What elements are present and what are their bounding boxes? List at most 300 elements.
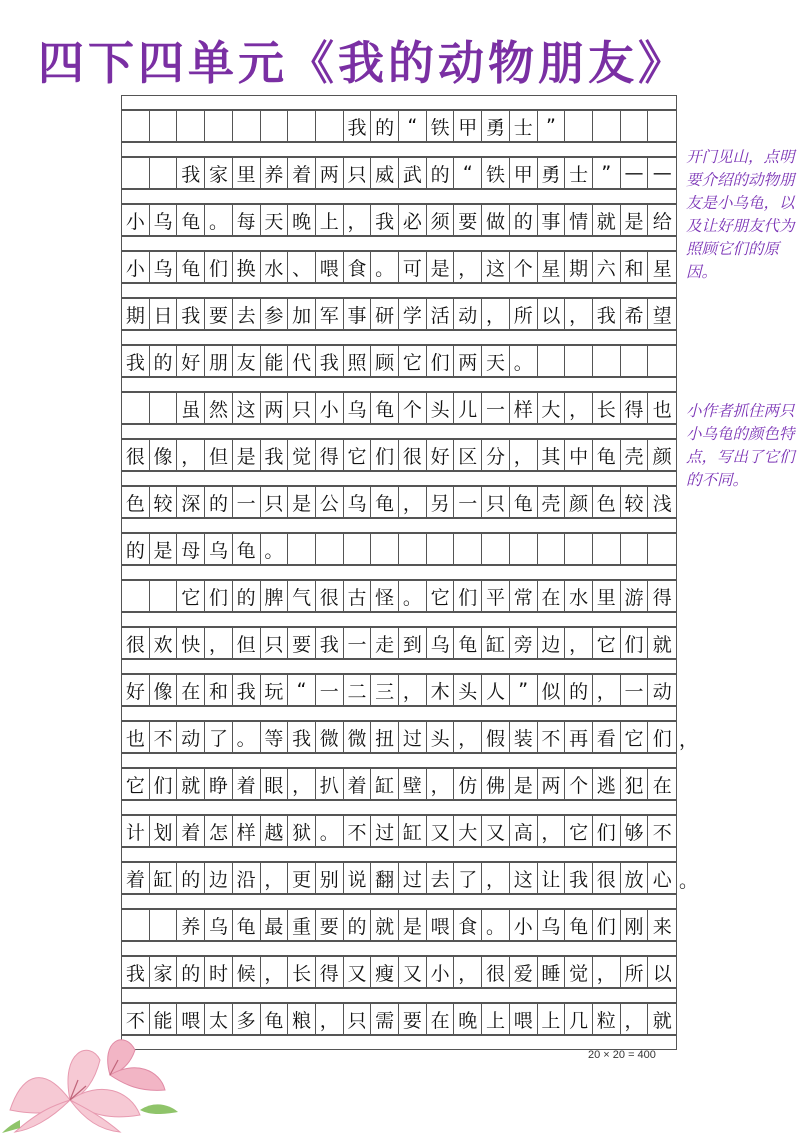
grid-row (121, 1003, 677, 1035)
grid-cell: ， (454, 722, 482, 752)
grid-cell (538, 346, 566, 376)
grid-cell: 它 (427, 581, 455, 611)
grid-row (121, 627, 677, 659)
grid-cell: 平 (482, 581, 510, 611)
grid-cell: 长 (288, 957, 316, 987)
grid-cell: ， (261, 957, 289, 987)
grid-cell: 它 (122, 769, 150, 799)
grid-cell: 我 (261, 440, 289, 470)
grid-cell: 龟 (510, 487, 538, 517)
grid-cell: 们 (652, 727, 672, 750)
grid-cell (593, 346, 621, 376)
grid-cell: 心 (652, 868, 672, 891)
grid-cell: 就 (652, 633, 672, 656)
grid-cell: 它 (565, 816, 593, 846)
grid-cell: 浅 (652, 492, 672, 515)
grid-cell: 动 (454, 299, 482, 329)
grid-cell: 越 (261, 816, 289, 846)
grid-cell (593, 534, 621, 564)
grid-cell: ” (510, 675, 538, 705)
grid-cell: 头 (454, 675, 482, 705)
grid-cell: 是 (288, 487, 316, 517)
grid-cell: 放 (621, 863, 649, 893)
grid-cell: 别 (316, 863, 344, 893)
grid-cell: 的 (122, 534, 150, 564)
grid-cell: 瘦 (371, 957, 399, 987)
grid-cell: 养 (261, 158, 289, 188)
grid-cell: 颜 (652, 445, 672, 468)
grid-row (121, 486, 677, 518)
grid-cell: 只 (288, 393, 316, 423)
grid-cell: 只 (261, 628, 289, 658)
grid-cell: 不 (150, 722, 178, 752)
grid-cell: 须 (427, 205, 455, 235)
grid-cell: 两 (454, 346, 482, 376)
grid-cell: 两 (261, 393, 289, 423)
grid-row (121, 157, 677, 189)
grid-cell: 。 (482, 910, 510, 940)
grid-row (121, 768, 677, 800)
grid-cell: ， (510, 440, 538, 470)
grid-cell: 一 (621, 675, 649, 705)
grid-cell: 一 (482, 393, 510, 423)
grid-count: 20 × 20 = 400 (588, 1049, 656, 1061)
grid-cell: 要 (399, 1004, 427, 1034)
grid-cell: ， (565, 393, 593, 423)
grid-cell: 好 (177, 346, 205, 376)
grid-spacer-band (121, 894, 677, 909)
grid-cell: 食 (344, 252, 372, 282)
grid-cell (621, 346, 649, 376)
grid-cell: 乌 (150, 205, 178, 235)
grid-cell: 中 (565, 440, 593, 470)
grid-cell: 很 (122, 628, 150, 658)
grid-cell (344, 534, 372, 564)
grid-cell: 上 (538, 1004, 566, 1034)
grid-row (121, 392, 677, 424)
grid-cell: 的 (371, 111, 399, 141)
grid-cell: 我 (316, 628, 344, 658)
grid-cell (233, 111, 261, 141)
grid-cell: 粮 (288, 1004, 316, 1034)
grid-cell: 我 (177, 299, 205, 329)
grid-cell: 较 (621, 487, 649, 517)
grid-cell: 似 (538, 675, 566, 705)
grid-cell: 铁 (427, 111, 455, 141)
grid-cell: ” (538, 111, 566, 141)
grid-cell: 们 (621, 628, 649, 658)
grid-cell: 怪 (371, 581, 399, 611)
grid-cell: 得 (652, 586, 672, 609)
grid-cell: ” (593, 158, 621, 188)
grid-spacer-band (121, 424, 677, 439)
grid-cell: 我 (122, 957, 150, 987)
overflow-punctuation: ， (679, 729, 699, 751)
grid-spacer-band (121, 706, 677, 721)
grid-cell: 不 (538, 722, 566, 752)
grid-cell: 勇 (482, 111, 510, 141)
grid-cell: 它 (344, 440, 372, 470)
grid-cell: 我 (288, 722, 316, 752)
grid-cell: 给 (652, 210, 672, 233)
grid-cell: 一 (233, 487, 261, 517)
grid-cell: 星 (652, 257, 672, 280)
grid-cell: 它 (177, 581, 205, 611)
grid-spacer-band (121, 612, 677, 627)
grid-spacer-band (121, 753, 677, 768)
grid-cell: 我 (177, 158, 205, 188)
grid-cell: 深 (177, 487, 205, 517)
page-title: 四下四单元《我的动物朋友》 (38, 36, 688, 90)
grid-spacer-band (121, 377, 677, 392)
grid-cell: 游 (621, 581, 649, 611)
grid-cell: 好 (122, 675, 150, 705)
grid-cell: 然 (205, 393, 233, 423)
grid-cell: 区 (454, 440, 482, 470)
grid-cell: ， (205, 628, 233, 658)
grid-cell: 龟 (454, 628, 482, 658)
grid-cell: 边 (205, 863, 233, 893)
grid-cell: 多 (233, 1004, 261, 1034)
grid-cell: 每 (233, 205, 261, 235)
grid-row (121, 721, 677, 753)
grid-cell: ， (261, 863, 289, 893)
grid-cell: ， (593, 957, 621, 987)
grid-cell: 六 (593, 252, 621, 282)
grid-cell: 武 (399, 158, 427, 188)
grid-cell: 的 (177, 863, 205, 893)
grid-cell (454, 534, 482, 564)
grid-cell: 我 (565, 863, 593, 893)
grid-cell (122, 158, 150, 188)
grid-cell: 又 (427, 816, 455, 846)
grid-cell: 仿 (454, 769, 482, 799)
grid-cell: ， (344, 205, 372, 235)
grid-cell: 食 (454, 910, 482, 940)
grid-spacer-band (121, 847, 677, 862)
grid-cell: 较 (150, 487, 178, 517)
grid-cell: 参 (261, 299, 289, 329)
grid-cell: “ (454, 158, 482, 188)
grid-cell: 乌 (427, 628, 455, 658)
grid-cell: — (621, 158, 649, 188)
grid-cell: 刚 (621, 910, 649, 940)
grid-cell: 只 (482, 487, 510, 517)
grid-cell: 小 (122, 205, 150, 235)
grid-cell: 它 (593, 628, 621, 658)
grid-cell: 着 (233, 769, 261, 799)
grid-cell: ， (565, 628, 593, 658)
grid-cell: 很 (316, 581, 344, 611)
grid-cell: 的 (344, 910, 372, 940)
grid-spacer-band (121, 330, 677, 345)
grid-cell: ， (399, 487, 427, 517)
grid-cell: 样 (233, 816, 261, 846)
grid-row (121, 674, 677, 706)
grid-cell: 龟 (177, 252, 205, 282)
grid-cell: 研 (371, 299, 399, 329)
grid-cell: 假 (482, 722, 510, 752)
grid-cell: 就 (652, 1009, 672, 1032)
grid-cell: 古 (344, 581, 372, 611)
grid-cell: 动 (177, 722, 205, 752)
grid-cell: ， (454, 957, 482, 987)
grid-cell: 所 (621, 957, 649, 987)
grid-cell: 们 (454, 581, 482, 611)
grid-cell: 里 (593, 581, 621, 611)
grid-cell: 以 (538, 299, 566, 329)
grid-cell: 着 (344, 769, 372, 799)
grid-cell: 微 (344, 722, 372, 752)
grid-cell: 够 (621, 816, 649, 846)
grid-cell: 龟 (177, 205, 205, 235)
grid-cell: 事 (538, 205, 566, 235)
grid-cell: 必 (399, 205, 427, 235)
grid-cell (288, 111, 316, 141)
grid-cell: — (652, 162, 672, 184)
grid-cell: 分 (482, 440, 510, 470)
lily-flower-decoration (0, 1020, 180, 1133)
grid-cell: 了 (205, 722, 233, 752)
grid-cell: 能 (261, 346, 289, 376)
grid-cell: 龟 (233, 910, 261, 940)
grid-cell (648, 111, 676, 141)
grid-cell: 小 (427, 957, 455, 987)
grid-cell: 照 (344, 346, 372, 376)
grid-cell (122, 111, 150, 141)
grid-cell: 可 (399, 252, 427, 282)
grid-cell: 很 (593, 863, 621, 893)
grid-cell: 说 (344, 863, 372, 893)
grid-cell (261, 111, 289, 141)
grid-cell: 另 (427, 487, 455, 517)
grid-cell: 睁 (205, 769, 233, 799)
grid-cell (621, 534, 649, 564)
grid-cell: 只 (344, 1004, 372, 1034)
grid-cell: 朋 (205, 346, 233, 376)
grid-cell: 只 (344, 158, 372, 188)
grid-spacer-band (121, 142, 677, 157)
grid-cell: 甲 (510, 158, 538, 188)
grid-cell: 只 (261, 487, 289, 517)
grid-cell: 它 (621, 722, 649, 752)
grid-cell: 以 (652, 962, 672, 985)
grid-cell: 两 (316, 158, 344, 188)
grid-cell: 喂 (316, 252, 344, 282)
grid-cell (565, 346, 593, 376)
grid-cell (122, 581, 150, 611)
grid-cell: ， (427, 769, 455, 799)
grid-spacer-band (121, 518, 677, 533)
grid-cell: 缸 (371, 769, 399, 799)
grid-cell: 做 (482, 205, 510, 235)
grid-cell: 过 (399, 722, 427, 752)
grid-cell: 事 (344, 299, 372, 329)
grid-cell: 玩 (261, 675, 289, 705)
grid-cell: 看 (593, 722, 621, 752)
grid-cell (316, 111, 344, 141)
grid-cell: 就 (593, 205, 621, 235)
grid-cell: 快 (177, 628, 205, 658)
grid-cell: 爱 (510, 957, 538, 987)
grid-cell (122, 910, 150, 940)
grid-cell: 过 (399, 863, 427, 893)
grid-cell: 在 (652, 774, 672, 797)
grid-cell: 在 (177, 675, 205, 705)
grid-cell: 头 (427, 393, 455, 423)
grid-cell: 很 (399, 440, 427, 470)
grid-cell: ， (565, 299, 593, 329)
grid-cell: 就 (371, 910, 399, 940)
grid-cell: 装 (510, 722, 538, 752)
grid-cell: 是 (233, 440, 261, 470)
grid-cell: 威 (371, 158, 399, 188)
grid-cell: 龟 (261, 1004, 289, 1034)
grid-cell: 小 (122, 252, 150, 282)
grid-cell: 像 (150, 440, 178, 470)
grid-cell: 是 (427, 252, 455, 282)
grid-cell: 色 (593, 487, 621, 517)
grid-cell: 希 (621, 299, 649, 329)
grid-cell: 气 (288, 581, 316, 611)
grid-cell (150, 111, 178, 141)
grid-cell: 。 (510, 346, 538, 376)
grid-cell: 要 (316, 910, 344, 940)
grid-cell: 色 (122, 487, 150, 517)
grid-cell: 铁 (482, 158, 510, 188)
grid-spacer-band (121, 800, 677, 815)
grid-cell: 很 (122, 440, 150, 470)
grid-cell: 缸 (399, 816, 427, 846)
grid-cell: 是 (399, 910, 427, 940)
grid-cell: 长 (593, 393, 621, 423)
grid-spacer-band (121, 659, 677, 674)
grid-cell: 样 (510, 393, 538, 423)
grid-cell: 得 (316, 957, 344, 987)
grid-cell: 天 (261, 205, 289, 235)
grid-cell: 。 (371, 252, 399, 282)
grid-cell: 是 (621, 205, 649, 235)
grid-cell: 最 (261, 910, 289, 940)
grid-cell: 佛 (482, 769, 510, 799)
grid-cell: 友 (233, 346, 261, 376)
grid-cell: 乌 (344, 487, 372, 517)
grid-row (121, 956, 677, 988)
grid-cell: 天 (482, 346, 510, 376)
grid-cell: ， (454, 252, 482, 282)
grid-cell: 怎 (205, 816, 233, 846)
grid-spacer-band (121, 95, 677, 110)
grid-cell: 也 (122, 722, 150, 752)
grid-row (121, 909, 677, 941)
grid-cell: ， (288, 769, 316, 799)
grid-cell: ， (621, 1004, 649, 1034)
grid-cell: 了 (454, 863, 482, 893)
grid-cell: 一 (316, 675, 344, 705)
grid-cell: 着 (288, 158, 316, 188)
grid-cell: 。 (233, 722, 261, 752)
grid-cell: 翻 (371, 863, 399, 893)
grid-cell: “ (399, 111, 427, 141)
grid-cell: 扒 (316, 769, 344, 799)
grid-cell: 其 (538, 440, 566, 470)
grid-cell: 要 (205, 299, 233, 329)
grid-cell: 期 (565, 252, 593, 282)
grid-cell: 这 (510, 863, 538, 893)
grid-cell: 能 (150, 1004, 178, 1034)
grid-cell: 龟 (233, 534, 261, 564)
grid-cell: 壳 (538, 487, 566, 517)
grid-cell: 乌 (538, 910, 566, 940)
grid-cell (205, 111, 233, 141)
grid-cell: 要 (454, 205, 482, 235)
grid-cell: 喂 (510, 1004, 538, 1034)
grid-cell: 家 (205, 158, 233, 188)
grid-cell: 里 (233, 158, 261, 188)
grid-cell: 养 (177, 910, 205, 940)
grid-spacer-band (121, 565, 677, 580)
grid-cell: 代 (288, 346, 316, 376)
grid-cell: 我 (593, 299, 621, 329)
grid-spacer-band (121, 283, 677, 298)
grid-cell: 睡 (538, 957, 566, 987)
grid-cell: 水 (261, 252, 289, 282)
grid-cell: 三 (371, 675, 399, 705)
grid-cell: 壁 (399, 769, 427, 799)
grid-row (121, 580, 677, 612)
grid-cell (150, 581, 178, 611)
grid-cell: 但 (205, 440, 233, 470)
grid-cell: 们 (150, 769, 178, 799)
grid-cell: 个 (510, 252, 538, 282)
grid-cell: 的 (177, 957, 205, 987)
grid-cell: 龟 (371, 487, 399, 517)
grid-cell (371, 534, 399, 564)
grid-spacer-band (121, 236, 677, 251)
grid-cell: ， (482, 299, 510, 329)
grid-cell (150, 393, 178, 423)
grid-cell: ， (177, 440, 205, 470)
grid-cell: 们 (371, 440, 399, 470)
grid-cell: 到 (399, 628, 427, 658)
grid-cell: 们 (593, 910, 621, 940)
grid-cell: “ (288, 675, 316, 705)
margin-note-2: 小作者抓住两只小乌龟的颜色特点，写出了它们的不同。 (686, 402, 795, 489)
grid-cell: 和 (205, 675, 233, 705)
grid-cell (621, 111, 649, 141)
grid-row (121, 533, 677, 565)
grid-cell: 扭 (371, 722, 399, 752)
grid-cell: 的 (150, 346, 178, 376)
grid-cell: 士 (510, 111, 538, 141)
grid-cell: 缸 (150, 863, 178, 893)
grid-cell (399, 534, 427, 564)
grid-cell: 星 (538, 252, 566, 282)
grid-cell: 们 (427, 346, 455, 376)
grid-cell: 公 (316, 487, 344, 517)
grid-spacer-band (121, 988, 677, 1003)
grid-spacer-band (121, 1035, 677, 1050)
grid-cell: 微 (316, 722, 344, 752)
grid-cell: 等 (261, 722, 289, 752)
overflow-punctuation: 。 (679, 870, 699, 892)
grid-row (121, 815, 677, 847)
grid-cell: 动 (652, 680, 672, 703)
grid-cell: 人 (482, 675, 510, 705)
grid-cell: 像 (150, 675, 178, 705)
grid-cell: 甲 (454, 111, 482, 141)
composition-grid (121, 95, 677, 1035)
